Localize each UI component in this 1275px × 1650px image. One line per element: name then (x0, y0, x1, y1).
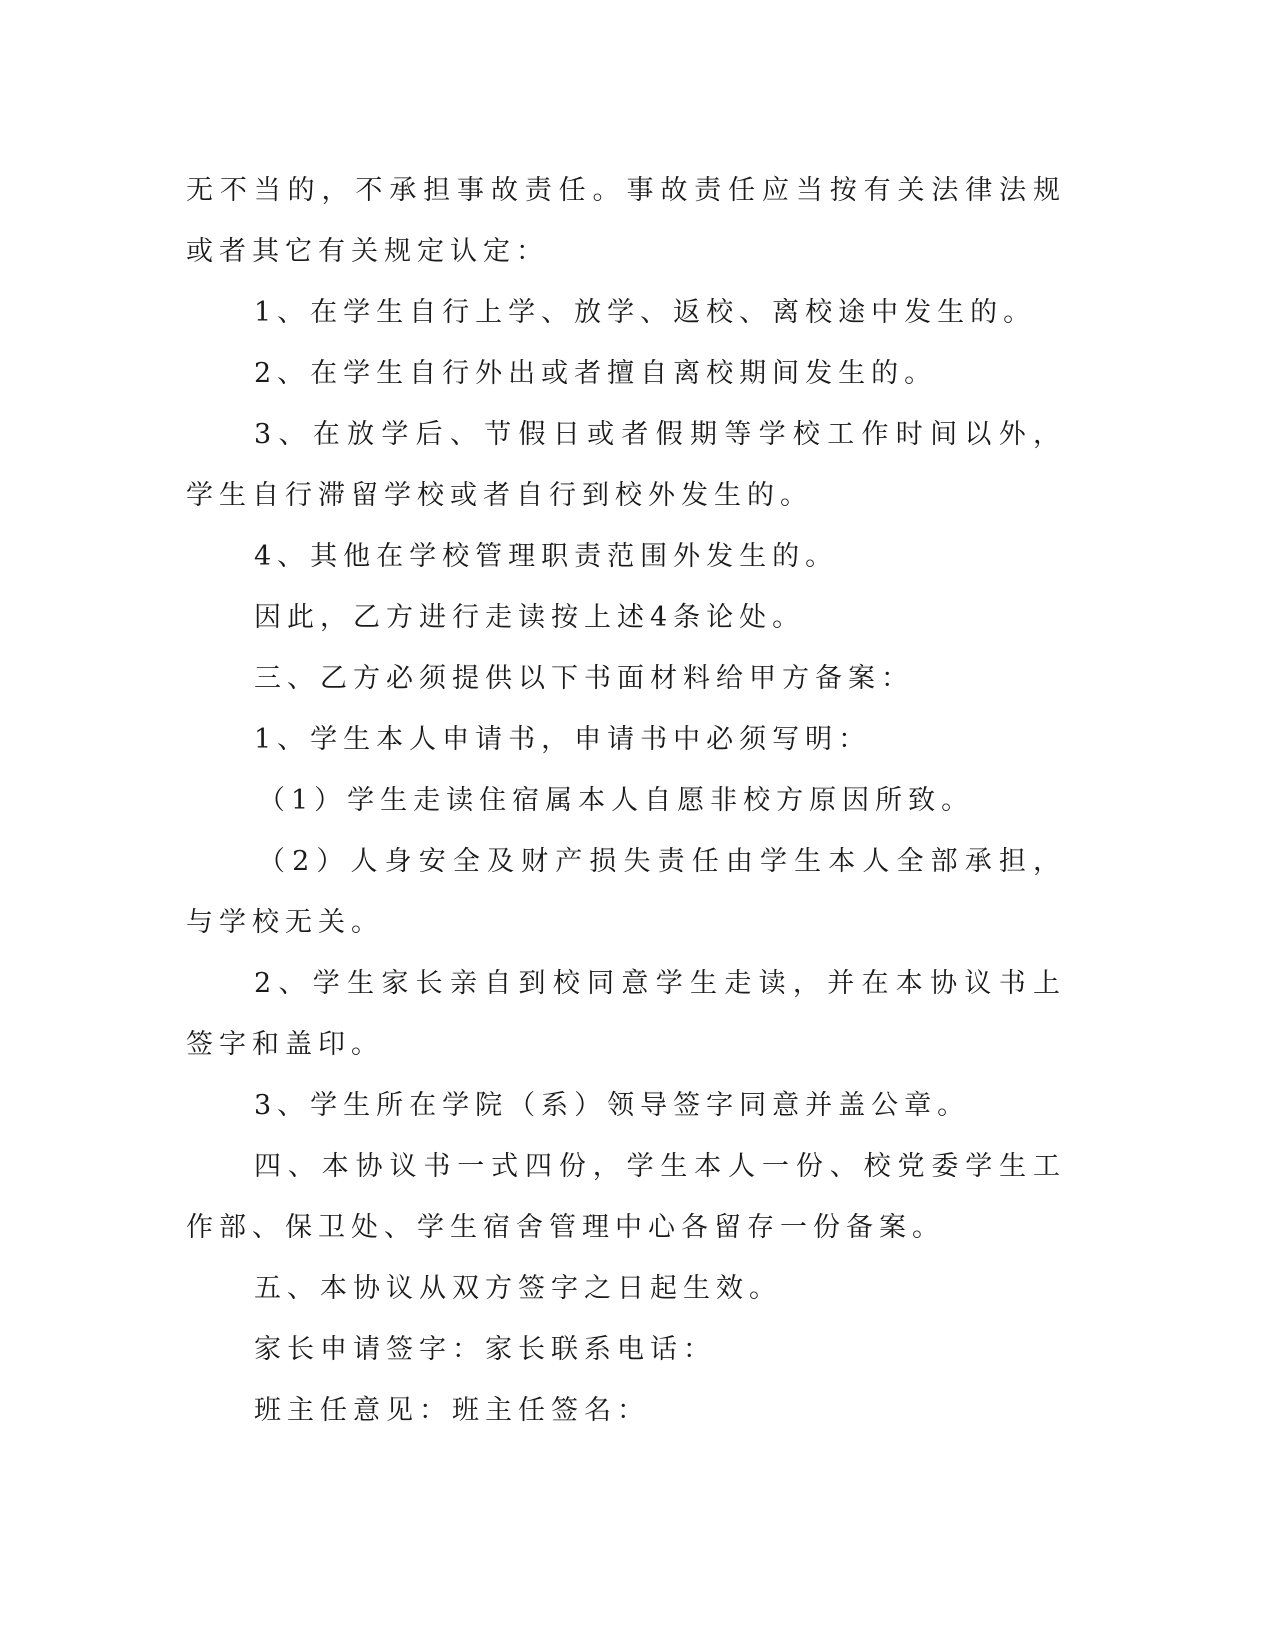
paragraph-material-1-sub-1: （1）学生走读住宿属本人自愿非校方原因所致。 (258, 785, 975, 816)
paragraph-material-3: 3、学生所在学院（系）领导签字同意并盖公章。 (254, 1090, 971, 1121)
paragraph-section-3-heading: 三、乙方必须提供以下书面材料给甲方备案： (254, 663, 914, 694)
signature-line-parent: 家长申请签字：家长联系电话： (254, 1334, 716, 1365)
paragraph-item-2-outing: 2、在学生自行外出或者擅自离校期间发生的。 (254, 358, 938, 389)
paragraph-item-4-other: 4、其他在学校管理职责范围外发生的。 (254, 541, 839, 572)
document-body (186, 160, 1066, 1441)
paragraph-material-2: 2、学生家长亲自到校同意学生走读，并在本协议书上签字和盖印。 (186, 968, 1066, 1060)
paragraph-section-5: 五、本协议从双方签字之日起生效。 (254, 1273, 782, 1304)
paragraph-material-1-sub-2: （2）人身安全及财产损失责任由学生本人全部承担，与学校无关。 (186, 846, 1066, 938)
signature-line-teacher: 班主任意见：班主任签名： (254, 1395, 650, 1426)
paragraph-material-1: 1、学生本人申请书，申请书中必须写明： (254, 724, 872, 755)
paragraph-item-1-commute: 1、在学生自行上学、放学、返校、离校途中发生的。 (254, 297, 1037, 328)
paragraph-conclusion: 因此，乙方进行走读按上述4条论处。 (254, 602, 806, 633)
paragraph-item-3-after-hours: 3、在放学后、节假日或者假期等学校工作时间以外，学生自行滞留学校或者自行到校外发生的。 (186, 419, 1066, 511)
paragraph-liability-intro: 无不当的，不承担事故责任。事故责任应当按有关法律法规或者其它有关规定认定： (186, 175, 1066, 267)
paragraph-section-4: 四、本协议书一式四份，学生本人一份、校党委学生工作部、保卫处、学生宿舍管理中心各留存一份备案。 (186, 1151, 1066, 1243)
